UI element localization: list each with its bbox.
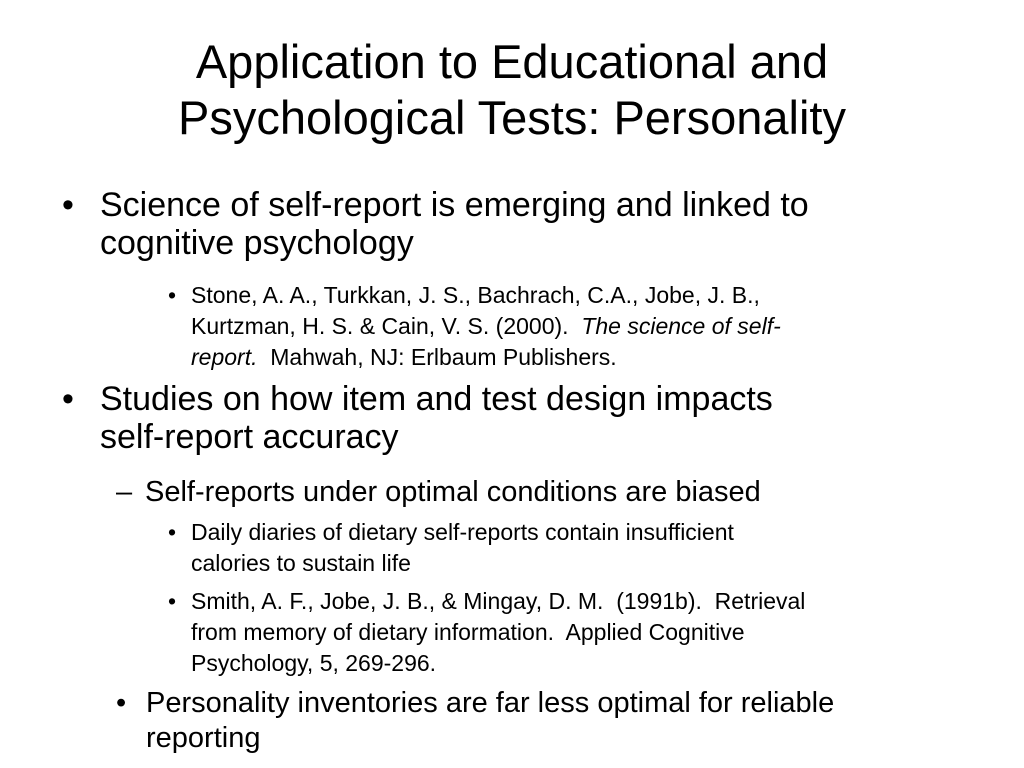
reference-line-1: Smith, A. F., Jobe, J. B., & Mingay, D. M. (1991b). Retrieval — [191, 588, 806, 614]
reference-stone-2000 — [168, 280, 998, 373]
reference-line-2-plain: Kurtzman, H. S. & Cain, V. S. (2000). — [191, 313, 582, 339]
reference-smith-1991 — [168, 586, 998, 679]
reference-line-2: from memory of dietary information. Applied Cognitive — [191, 619, 745, 645]
bullet-marker: • — [168, 282, 177, 308]
bullet-marker: • — [62, 380, 74, 418]
title-line-1: Application to Educational and — [195, 35, 829, 88]
dash-marker: – — [116, 476, 133, 508]
slide-title — [0, 34, 1024, 146]
bullet-marker: • — [168, 519, 177, 545]
bullet-text-line-2: calories to sustain life — [191, 550, 411, 576]
bullet-text-line-2: cognitive psychology — [100, 224, 414, 262]
bullet-self-report-science — [62, 186, 1002, 262]
reference-publisher: Mahwah, NJ: Erlbaum Publishers. — [257, 344, 617, 370]
bullet-text-line-1: Personality inventories are far less optimal for reliable — [146, 687, 835, 719]
bullet-personality-inventories — [116, 686, 1006, 756]
bullet-marker: • — [116, 687, 127, 719]
bullet-text-line-1: Studies on how item and test design impacts — [100, 380, 773, 418]
bullet-marker: • — [62, 186, 74, 224]
reference-book-title-part-1: The science of self- — [581, 313, 781, 339]
reference-line-2 — [168, 311, 998, 342]
bullet-text-line-2: self-report accuracy — [100, 418, 399, 456]
reference-line-3 — [168, 342, 998, 373]
reference-book-title-part-2: report. — [191, 344, 258, 370]
bullet-item-design-studies — [62, 380, 1002, 456]
title-line-2: Psychological Tests: Personality — [178, 91, 846, 144]
reference-line-3: Psychology, 5, 269-296. — [191, 650, 437, 676]
bullet-text-line-1: Daily diaries of dietary self-reports contain insufficient — [191, 519, 734, 545]
bullet-text-line-2: reporting — [146, 722, 261, 754]
bullet-marker: • — [168, 588, 177, 614]
subbullet-optimal-conditions — [116, 475, 996, 509]
bullet-text-line-1: Science of self-report is emerging and linked to — [100, 186, 809, 224]
bullet-daily-diaries — [168, 517, 998, 579]
reference-line-1: Stone, A. A., Turkkan, J. S., Bachrach, C.A., Jobe, J. B., — [191, 282, 760, 308]
subbullet-text: Self-reports under optimal conditions are biased — [145, 476, 761, 508]
